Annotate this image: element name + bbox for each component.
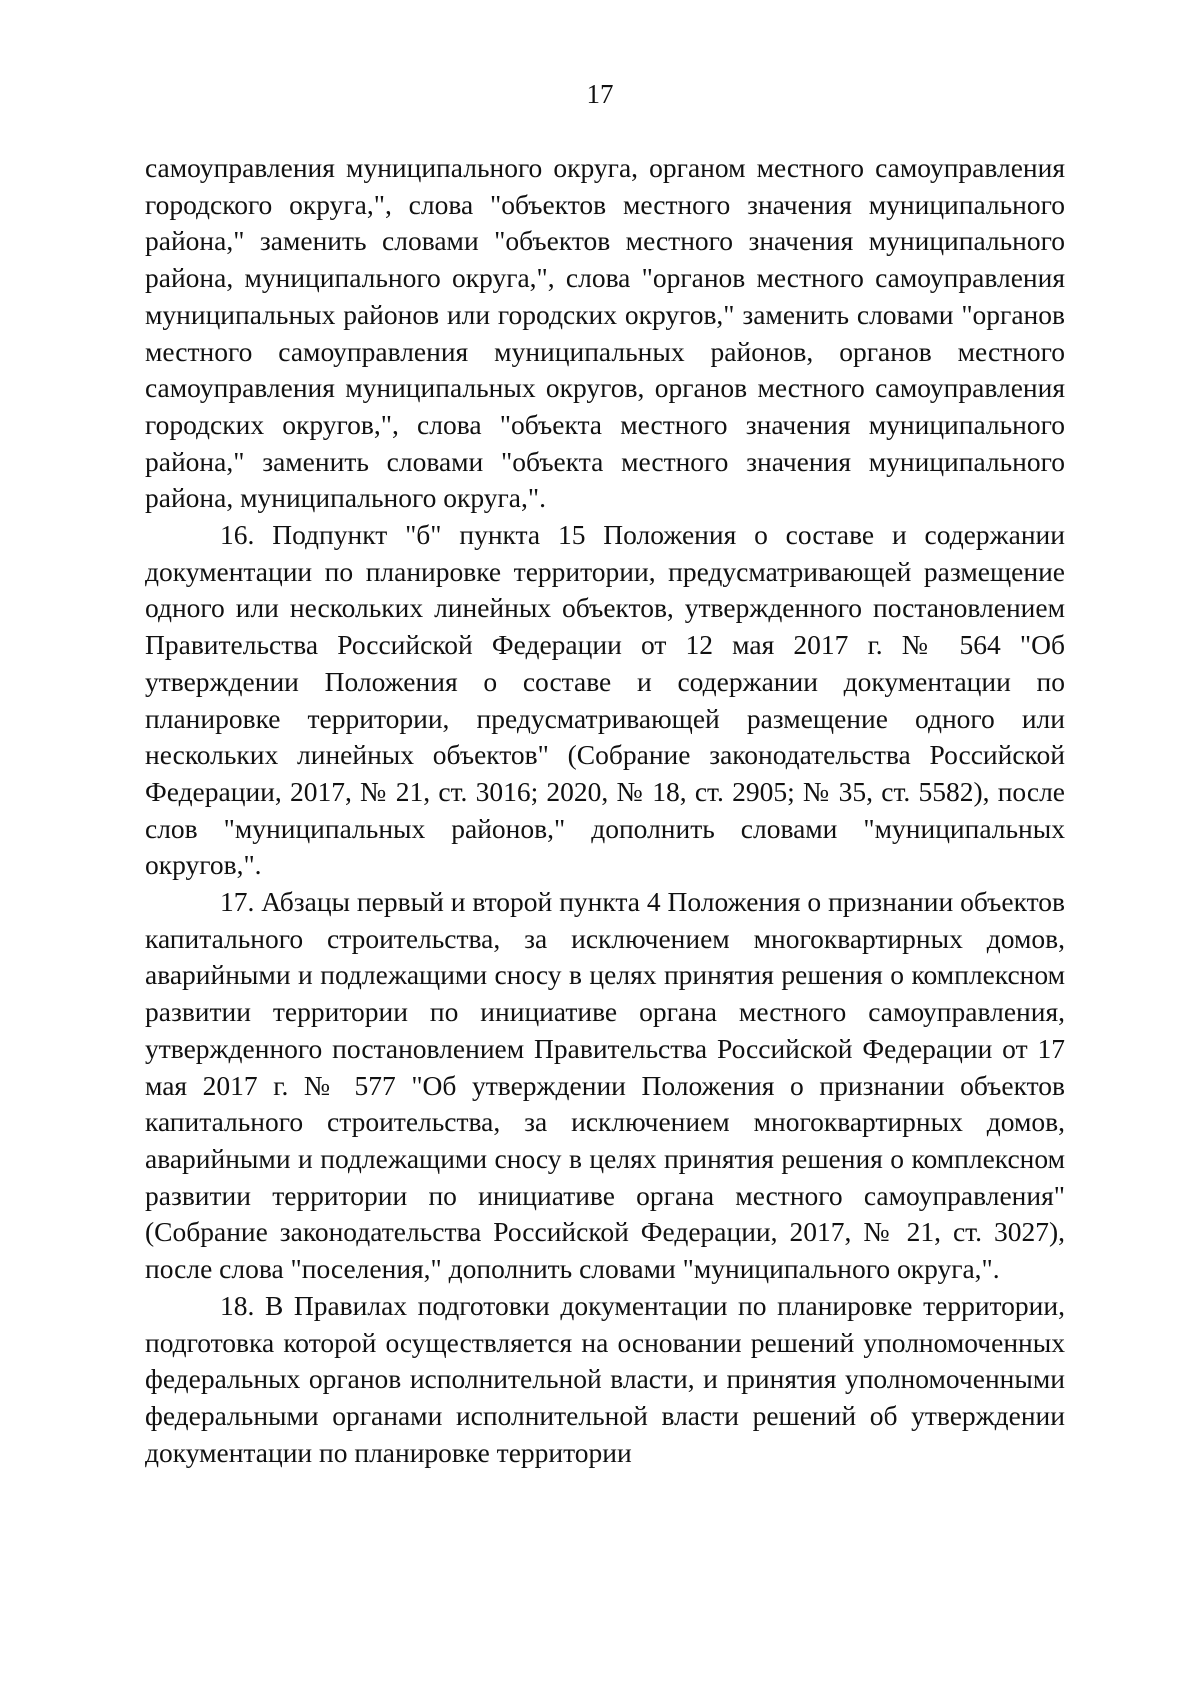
document-body	[145, 150, 1065, 1471]
paragraph-item-16: 16. Подпункт "б" пункта 15 Положения о составе и содержании документации по планировке территории, предусматривающей размещение одного или нескольких линейных объектов, утвержденного постановлением Правительства Российской Федерации от 12 мая 2017 г. № 564 "Об утверждении Положения о составе и содержании документации по планировке территории, предусматривающей размещение одного или нескольких линейных объектов" (Собрание законодательства Российской Федерации, 2017, № 21, ст. 3016; 2020, № 18, ст. 2905; № 35, ст. 5582), после слов "муниципальных районов," дополнить словами "муниципальных округов,".	[145, 519, 1065, 881]
paragraph-item-17: 17. Абзацы первый и второй пункта 4 Положения о признании объектов капитального строительства, за исключением многоквартирных домов, аварийными и подлежащими сносу в целях принятия решения о комплексном развитии территории по инициативе органа местного самоуправления, утвержденного постановлением Правительства Российской Федерации от 17 мая 2017 г. № 577 "Об утверждении Положения о признании объектов капитального строительства, за исключением многоквартирных домов, аварийными и подлежащими сносу в целях принятия решения о комплексном развитии территории по инициативе органа местного самоуправления" (Собрание законодательства Российской Федерации, 2017, № 21, ст. 3027), после слова "поселения," дополнить словами "муниципального округа,".	[145, 886, 1065, 1285]
page-number: 17	[586, 79, 614, 109]
paragraph-continuation: самоуправления муниципального округа, органом местного самоуправления городского округа,", слова "объектов местного значения муниципального района," заменить словами "объектов местного значения муниципального района, муниципального округа,", слова "органов местного самоуправления муниципальных районов или городских округов," заменить словами "органов местного самоуправления муниципальных районов, органов местного самоуправления муниципальных округов, органов местного самоуправления городских округов,", слова "объекта местного значения муниципального района," заменить словами "объекта местного значения муниципального района, муниципального округа,".	[145, 152, 1065, 514]
paragraph-item-18: 18. В Правилах подготовки документации по планировке территории, подготовка которой осуществляется на основании решений уполномоченных федеральных органов исполнительной власти, и принятия уполномоченными федеральными органами исполнительной власти решений об утверждении документации по планировке территории	[145, 1289, 1065, 1468]
